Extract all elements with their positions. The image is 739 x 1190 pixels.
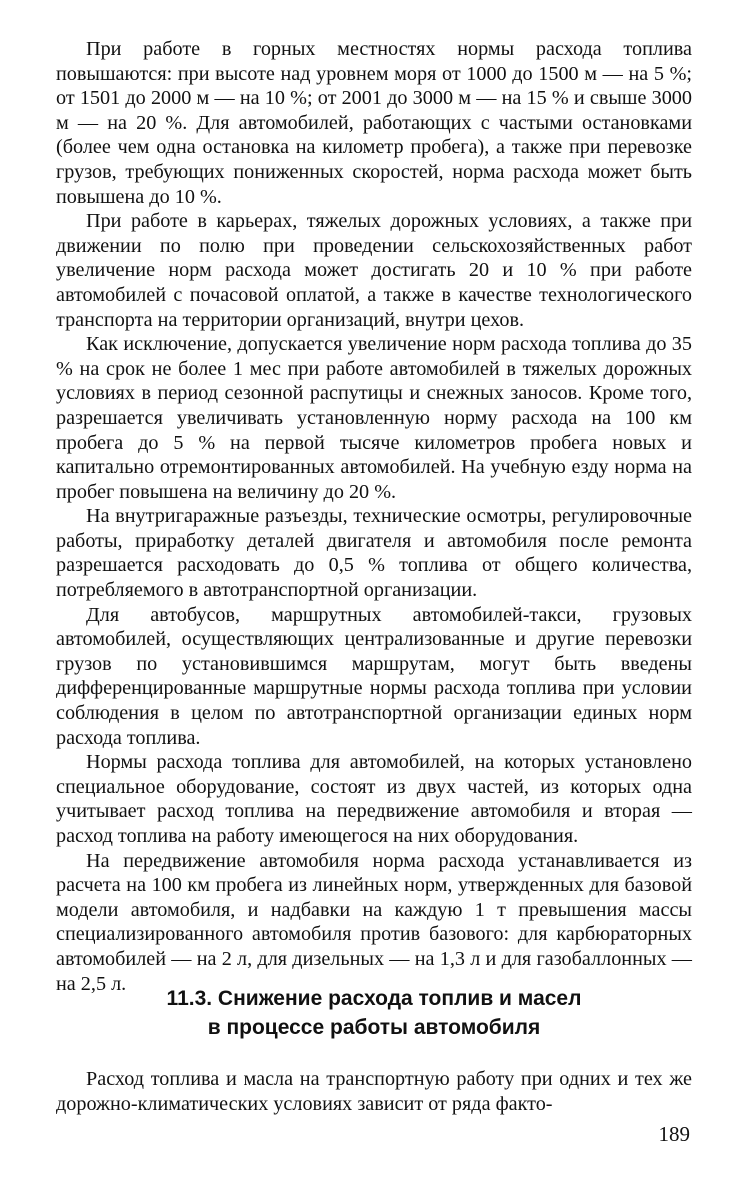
paragraph-garage-norms: На внутригаражные разъезды, технические осмотры, регулировочные работы, приработку деталей двигателя и автомобиля после ремонта разрешается расходовать до 0,5 % топлива от общего количества, потребляемого в автотранспортной организации.	[56, 505, 692, 602]
section-heading-line-1: 11.3. Снижение расхода топлив и масел	[166, 987, 582, 1010]
closing-text	[56, 1067, 692, 1116]
body-text	[56, 37, 692, 996]
paragraph-exception-norms: Как исключение, допускается увеличение норм расхода топлива до 35 % на срок не более 1 мес при работе автомобилей в тяжелых дорожных условиях в период сезонной распутицы и снежных заносов. Кроме того, разрешается увеличивать установленную норму расхода на 100 км пробега до 5 % на первой тысяче километров пробега новых и капитально отремонтированных автомобилей. На учебную езду норма на пробег повышена на величину до 20 %.	[56, 333, 692, 503]
section-heading-line-2: в процессе работы автомобиля	[207, 1016, 541, 1039]
paragraph-closing: Расход топлива и масла на транспортную работу при одних и тех же дорожно-климатических условиях зависит от ряда факто-	[56, 1068, 692, 1115]
paragraph-mountain-norms: При работе в горных местностях нормы расхода топлива повышаются: при высоте над уровнем моря от 1000 до 1500 м — на 5 %; от 1501 до 2000 м — на 10 %; от 2001 до 3000 м — на 15 % и свыше 3000 м — на 20 %. Для автомобилей, работающих с частыми остановками (более чем одна остановка на километр пробега), а также при перевозке грузов, требующих пониженных скоростей, норма расхода может быть повышена до 10 %.	[56, 38, 692, 208]
paragraph-movement-norms: На передвижение автомобиля норма расхода устанавливается из расчета на 100 км пробега из линейных норм, утвержденных для базовой модели автомобиля, и надбавки на каждую 1 т превышения массы специализированного автомобиля против базового: для карбюраторных автомобилей — на 2 л, для дизельных — на 1,3 л и для газобаллонных — на 2,5 л.	[56, 849, 692, 995]
paragraph-route-norms: Для автобусов, маршрутных автомобилей-такси, грузовых автомобилей, осуществляющих централизованные и другие перевозки грузов по установившимся маршрутам, могут быть введены дифференцированные маршрутные нормы расхода топлива при условии соблюдения в целом по автотранспортной организации единых норм расхода топлива.	[56, 603, 692, 749]
paragraph-quarry-norms: При работе в карьерах, тяжелых дорожных условиях, а также при движении по полю при проведении сельскохозяйственных работ увеличение норм расхода может достигать 20 и 10 % при работе автомобилей с почасовой оплатой, а также в качестве технологического транспорта на территории организаций, внутри цехов.	[56, 210, 692, 331]
section-heading	[56, 984, 692, 1042]
page-number: 189	[658, 1122, 690, 1146]
paragraph-special-equipment-norms: Нормы расхода топлива для автомобилей, на которых установлено специальное оборудование, состоят из двух частей, из которых одна учитывает расход топлива на передвижение автомобиля и вторая — расход топлива на работу имеющегося на них оборудования.	[56, 751, 692, 847]
